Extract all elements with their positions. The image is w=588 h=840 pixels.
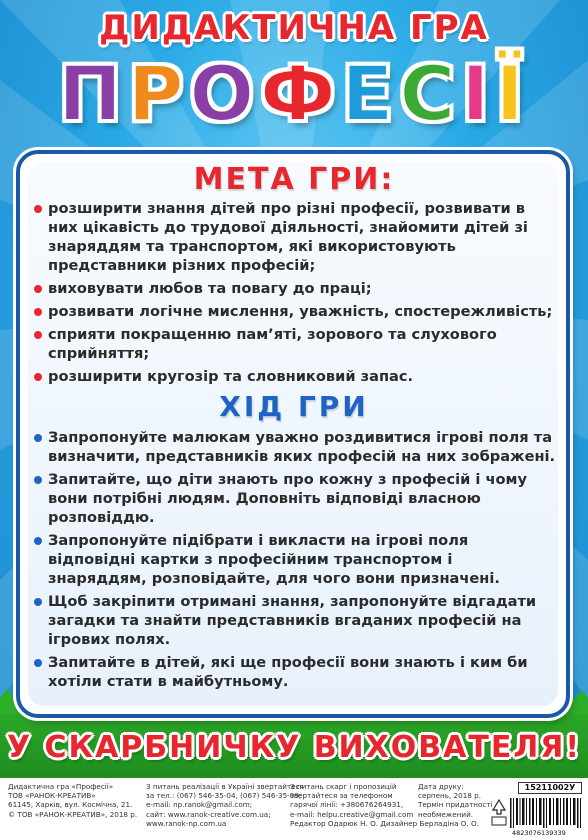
footer-line: Дидактична гра «Професії»: [8, 782, 114, 791]
footer-line: звертайтеся за телефоном: [290, 791, 393, 801]
barcode-number: 4823076139339: [512, 829, 566, 837]
title-letter: Ф: [260, 49, 342, 138]
footer-line: © ТОВ «РАНОК-КРЕАТИВ», 2018 р.: [8, 809, 138, 819]
procedure-item: [36, 428, 556, 466]
goal-item: [36, 325, 556, 363]
packaging-mark-icon: [490, 798, 508, 828]
title-letter: І: [461, 49, 496, 138]
bottom-banner: У СКАРБНИЧКУ ВИХОВАТЕЛЯ!: [6, 730, 582, 765]
footer-print-date: [418, 782, 493, 819]
game-title: [0, 46, 588, 142]
footer-line: e-mail: np.ranok@gmail.com;: [146, 800, 253, 810]
footer-line: Редактор Одарюк Н. О. Дизайнер Берладіна О. О.: [290, 818, 479, 828]
bullet-icon: [34, 331, 42, 339]
goal-item: [36, 199, 556, 275]
bullet-icon: [34, 373, 42, 381]
procedure-list: [36, 428, 556, 695]
title-letter: С: [399, 49, 462, 138]
footer-line: Термін придатності: [418, 800, 493, 810]
title-letter: Р: [127, 49, 190, 138]
bullet-icon: [34, 598, 42, 606]
footer-line: www.ranok-np.com.ua: [146, 818, 227, 828]
footer-sales-contacts: [146, 782, 304, 828]
footer-line: 61145, Харків, вул. Космічна, 21.: [8, 800, 133, 810]
footer-line: Дата друку:: [418, 782, 464, 791]
procedure-item-text: Запропонуйте підібрати і викласти на ігрові поля відповідні картки з професійним транспортом і знаряддям, розповідайте, для чого вони призначені.: [48, 532, 500, 587]
imprint-footer: [0, 778, 588, 840]
footer-line: серпень, 2018 р.: [418, 791, 481, 801]
bullet-icon: [34, 434, 42, 442]
procedure-item: [36, 592, 556, 649]
bullet-icon: [34, 537, 42, 545]
footer-line: за тел.: (067) 546-35-04, (067) 546-35-09;: [146, 791, 302, 801]
goal-heading: МЕТА ГРИ:: [193, 162, 395, 197]
bullet-icon: [34, 659, 42, 667]
procedure-item: [36, 653, 556, 691]
goal-list: [36, 199, 556, 390]
game-subtitle: ДИДАКТИЧНА ГРА: [99, 8, 489, 48]
procedure-item-text: Запропонуйте малюкам уважно роздивитися ігрові поля та визначити, представників яких професій на них зображені.: [48, 429, 556, 465]
goal-item-text: сприяти покращенню пам’яті, зорового та слухового сприйняття;: [48, 326, 497, 362]
title-letter: Е: [341, 49, 400, 138]
footer-line: e-mail: helpu.creative@gmail.com: [290, 809, 414, 819]
footer-line: сайт: www.ranok-creative.com.ua;: [146, 809, 271, 819]
title-letter: П: [58, 49, 128, 138]
footer-line: З питань реалізації в Україні звертайтеся: [146, 782, 304, 791]
bullet-icon: [34, 205, 42, 213]
bullet-icon: [34, 285, 42, 293]
procedure-item-text: Щоб закріпити отримані знання, запропонуйте відгадати загадки та знайти представників вгаданих професій на ігрових полях.: [48, 593, 537, 648]
procedure-heading: ХІД ГРИ: [219, 390, 369, 423]
bullet-icon: [34, 476, 42, 484]
title-letter: О: [189, 49, 261, 138]
footer-line: З питань скарг і пропозицій: [290, 782, 397, 791]
procedure-item-text: Запитайте в дітей, які ще професії вони знають і ким би хотіли стати в майбутньому.: [48, 654, 528, 690]
goal-item: [36, 279, 556, 298]
product-code: 15211002У: [518, 782, 582, 794]
footer-publisher-info: [8, 782, 137, 819]
footer-line: ТОВ «РАНОК-КРЕАТИВ»: [8, 791, 96, 801]
bullet-icon: [34, 308, 42, 316]
barcode-icon: [510, 798, 582, 828]
footer-line: необмежений.: [418, 809, 474, 819]
goal-item-text: виховувати любов та повагу до праці;: [48, 280, 372, 297]
goal-item: [36, 302, 556, 321]
procedure-item: [36, 470, 556, 527]
footer-line: гарячої лінії: +380676264931,: [290, 800, 404, 810]
goal-item-text: розширити знання дітей про різні професії, розвивати в них цікавість до трудової діяльності, знайомити дітей зі знаряддям та транспортом, які використовують представники різних професій;: [48, 200, 528, 274]
procedure-item: [36, 531, 556, 588]
goal-item-text: розвивати логічне мислення, уважність, спостережливість;: [48, 303, 553, 320]
procedure-item-text: Запитайте, що діти знають про кожну з професій і чому вони потрібні людям. Доповніть відповіді власною розповіддю.: [48, 471, 527, 526]
goal-item-text: розширити кругозір та словниковий запас.: [48, 368, 414, 385]
goal-item: [36, 367, 556, 386]
title-letter: Ї: [495, 49, 530, 138]
